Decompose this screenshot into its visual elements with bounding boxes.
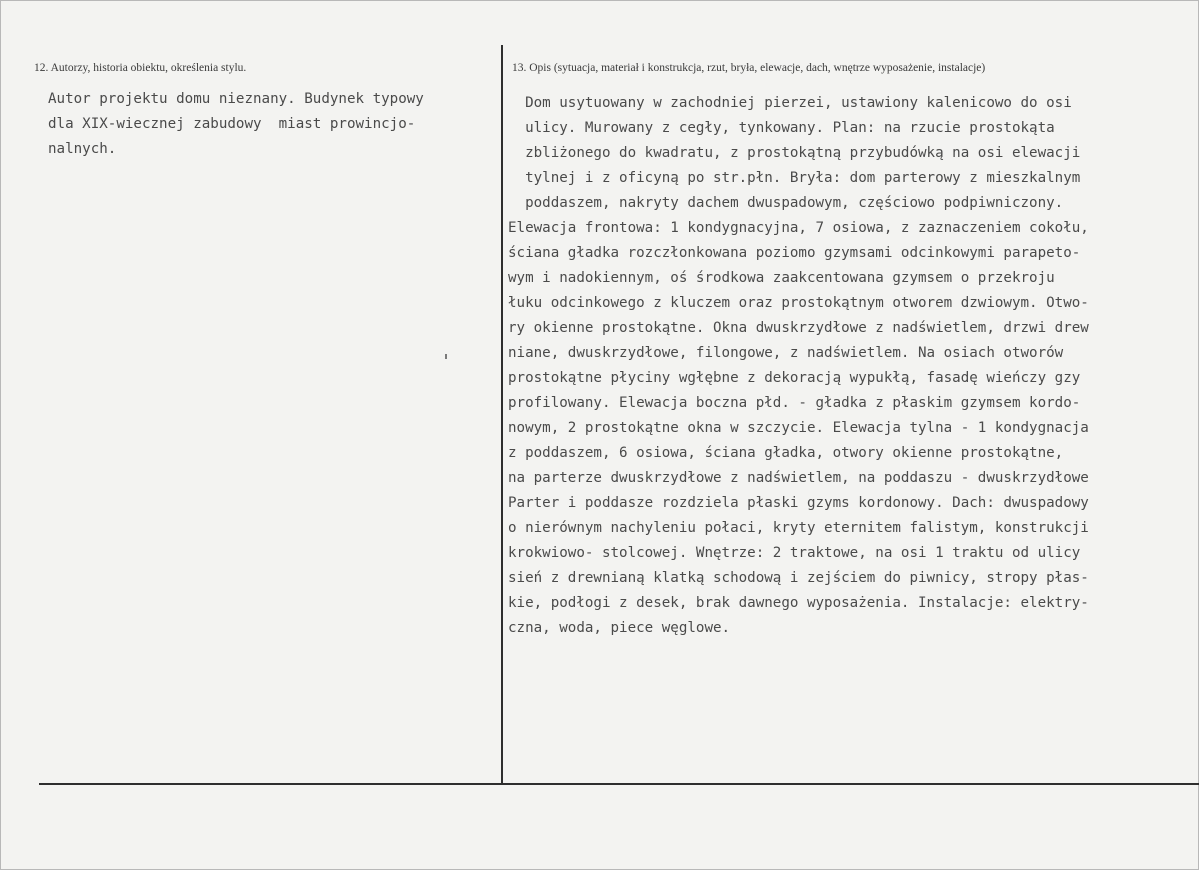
text-line: łuku odcinkowego z kluczem oraz prostokątnym otworem dzwiowym. Otwo-	[508, 295, 1089, 311]
text-line: Dom usytuowany w zachodniej pierzei, ustawiony kalenicowo do osi	[508, 95, 1072, 111]
text-line: nowym, 2 prostokątne okna w szczycie. Elewacja tylna - 1 kondygnacja	[508, 420, 1089, 436]
text-line: prostokątne płyciny wgłębne z dekoracją wypukłą, fasadę wieńczy gzy	[508, 370, 1081, 386]
paper-speck	[445, 354, 447, 359]
section-12-text	[48, 87, 424, 162]
column-divider	[501, 45, 503, 783]
text-line: zbliżonego do kwadratu, z prostokątną przybudówką na osi elewacji	[508, 145, 1081, 161]
text-line: z poddaszem, 6 osiowa, ściana gładka, otwory okienne prostokątne,	[508, 445, 1064, 461]
text-line: dla XIX-wiecznej zabudowy miast prowincjo-	[48, 116, 416, 132]
text-line: poddaszem, nakryty dachem dwuspadowym, częściowo podpiwniczony.	[508, 195, 1064, 211]
text-line: kie, podłogi z desek, brak dawnego wyposażenia. Instalacje: elektry-	[508, 595, 1089, 611]
text-line: Elewacja frontowa: 1 kondygnacyjna, 7 osiowa, z zaznaczeniem cokołu,	[508, 220, 1089, 236]
text-line: profilowany. Elewacja boczna płd. - gładka z płaskim gzymsem kordo-	[508, 395, 1081, 411]
text-line: niane, dwuskrzydłowe, filongowe, z nadświetlem. Na osiach otworów	[508, 345, 1064, 361]
text-line: ściana gładka rozczłonkowana poziomo gzymsami odcinkowymi parapeto-	[508, 245, 1081, 261]
section-12-heading: 12. Autorzy, historia obiektu, określenia stylu.	[34, 62, 247, 74]
bottom-rule	[39, 783, 1199, 785]
text-line: Autor projektu domu nieznany. Budynek typowy	[48, 91, 424, 107]
text-line: ulicy. Murowany z cegły, tynkowany. Plan: na rzucie prostokąta	[508, 120, 1055, 136]
text-line: czna, woda, piece węglowe.	[508, 620, 731, 636]
text-line: Parter i poddasze rozdziela płaski gzyms kordonowy. Dach: dwuspadowy	[508, 495, 1089, 511]
text-line: ry okienne prostokątne. Okna dwuskrzydłowe z nadświetlem, drzwi drew	[508, 320, 1089, 336]
text-line: nalnych.	[48, 141, 117, 157]
text-line: krokwiowo- stolcowej. Wnętrze: 2 traktowe, na osi 1 traktu od ulicy	[508, 545, 1081, 561]
text-line: o nierównym nachyleniu połaci, kryty eternitem falistym, konstrukcji	[508, 520, 1089, 536]
text-line: tylnej i z oficyną po str.płn. Bryła: dom parterowy z mieszkalnym	[508, 170, 1081, 186]
text-line: na parterze dwuskrzydłowe z nadświetlem, na poddaszu - dwuskrzydłowe	[508, 470, 1089, 486]
section-13-heading: 13. Opis (sytuacja, materiał i konstrukcja, rzut, bryła, elewacje, dach, wnętrze wyposażenie, instalacje)	[512, 62, 986, 74]
section-13-text	[508, 91, 1089, 641]
text-line: sień z drewnianą klatką schodową i zejściem do piwnicy, stropy płas-	[508, 570, 1089, 586]
text-line: wym i nadokiennym, oś środkowa zaakcentowana gzymsem o przekroju	[508, 270, 1055, 286]
